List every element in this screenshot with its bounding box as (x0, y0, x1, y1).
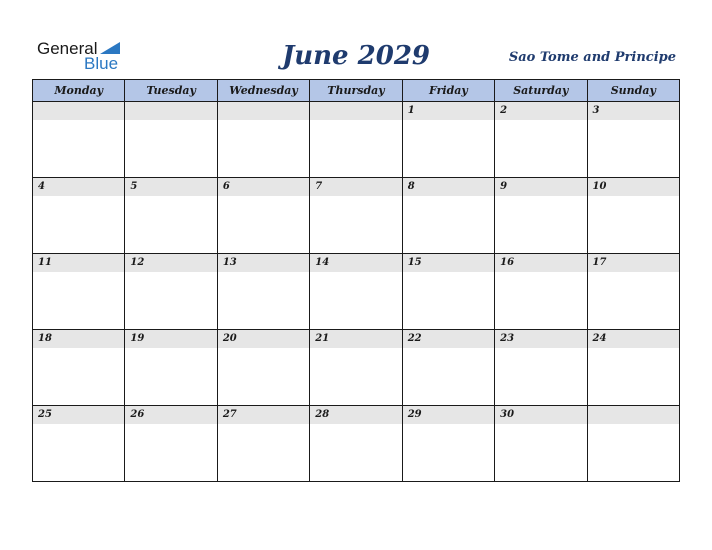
day-number: 2 (495, 102, 586, 120)
day-number (588, 406, 679, 424)
day-number: 19 (125, 330, 216, 348)
weekday-header: Tuesday (125, 80, 217, 102)
weekday-header: Friday (402, 80, 494, 102)
day-cell (125, 406, 217, 482)
day-number: 21 (310, 330, 401, 348)
day-cell (402, 178, 494, 254)
week-row (33, 102, 680, 178)
day-cell (495, 102, 587, 178)
day-cell (587, 178, 679, 254)
day-number: 25 (33, 406, 124, 424)
logo-text-blue: Blue (84, 54, 119, 73)
day-cell (310, 102, 402, 178)
day-number: 20 (218, 330, 309, 348)
day-number: 16 (495, 254, 586, 272)
month-title: June 2029 (281, 41, 431, 71)
weekday-header: Thursday (310, 80, 402, 102)
day-cell (310, 406, 402, 482)
day-cell (125, 330, 217, 406)
day-number: 3 (588, 102, 679, 120)
day-cell (402, 254, 494, 330)
day-number (218, 102, 309, 120)
day-number: 5 (125, 178, 216, 196)
day-number: 30 (495, 406, 586, 424)
day-cell (587, 406, 679, 482)
day-cell (587, 330, 679, 406)
day-number: 11 (33, 254, 124, 272)
day-number: 24 (588, 330, 679, 348)
day-cell (495, 178, 587, 254)
day-number: 15 (403, 254, 494, 272)
day-number: 18 (33, 330, 124, 348)
day-number (33, 102, 124, 120)
day-number (310, 102, 401, 120)
week-row (33, 178, 680, 254)
day-number: 17 (588, 254, 679, 272)
day-cell (495, 330, 587, 406)
logo-text-general: General (37, 39, 98, 58)
week-row (33, 330, 680, 406)
day-cell (217, 102, 309, 178)
day-number: 29 (403, 406, 494, 424)
day-cell (402, 330, 494, 406)
week-row (33, 406, 680, 482)
day-cell (495, 254, 587, 330)
week-row (33, 254, 680, 330)
day-number: 8 (403, 178, 494, 196)
day-cell (402, 102, 494, 178)
day-number: 1 (403, 102, 494, 120)
calendar-grid (32, 79, 680, 482)
day-cell (125, 102, 217, 178)
day-cell (33, 330, 125, 406)
day-cell (310, 254, 402, 330)
day-cell (217, 254, 309, 330)
day-number: 12 (125, 254, 216, 272)
day-cell (217, 330, 309, 406)
day-cell (33, 254, 125, 330)
weekday-header: Wednesday (217, 80, 309, 102)
weekday-header: Saturday (495, 80, 587, 102)
weekday-header: Sunday (587, 80, 679, 102)
day-number: 7 (310, 178, 401, 196)
day-number: 28 (310, 406, 401, 424)
country-name: Sao Tome and Principe (508, 50, 676, 65)
day-cell (587, 102, 679, 178)
day-cell (33, 178, 125, 254)
day-number: 23 (495, 330, 586, 348)
day-cell (125, 254, 217, 330)
day-number (125, 102, 216, 120)
day-cell (310, 330, 402, 406)
day-number: 6 (218, 178, 309, 196)
day-cell (33, 102, 125, 178)
day-cell (217, 406, 309, 482)
day-number: 13 (218, 254, 309, 272)
day-number: 26 (125, 406, 216, 424)
day-cell (33, 406, 125, 482)
weekday-header-row (33, 80, 680, 102)
day-number: 9 (495, 178, 586, 196)
day-cell (125, 178, 217, 254)
day-cell (402, 406, 494, 482)
day-cell (217, 178, 309, 254)
day-cell (310, 178, 402, 254)
day-number: 22 (403, 330, 494, 348)
day-number: 14 (310, 254, 401, 272)
weekday-header: Monday (33, 80, 125, 102)
day-number: 4 (33, 178, 124, 196)
day-cell (587, 254, 679, 330)
day-number: 27 (218, 406, 309, 424)
day-number: 10 (588, 178, 679, 196)
day-cell (495, 406, 587, 482)
